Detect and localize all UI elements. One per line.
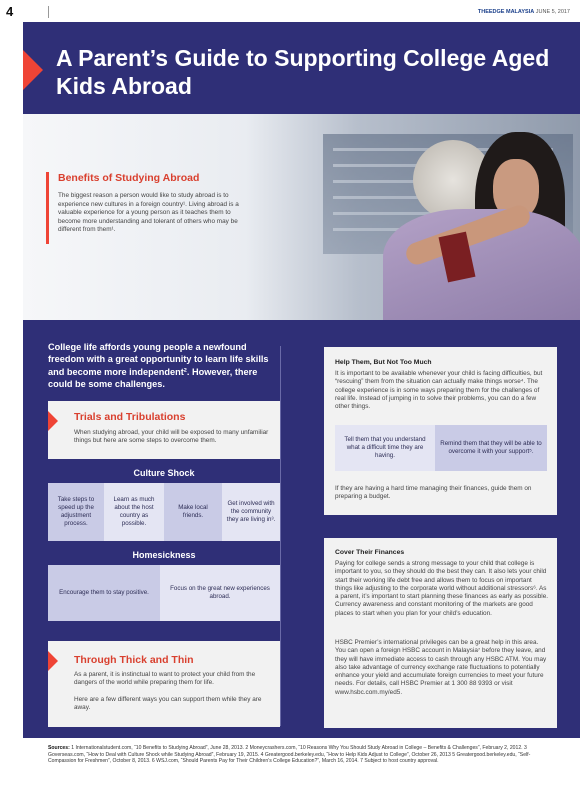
trials-card [48, 401, 280, 459]
culture-step-2: Learn as much about the host country as possible. [104, 483, 164, 541]
benefits-body: The biggest reason a person would like to study abroad is to experience new cultures in a foreign country¹. Living abroad is a valuable experience for a young person as it teaches them to become more understanding and tolerant of others who may be different from them¹. [58, 192, 239, 234]
column-divider [280, 346, 281, 726]
finances-card [324, 538, 557, 728]
culture-step-4: Get involved with the community they are living in³. [222, 483, 280, 541]
page-number: 4 [6, 4, 14, 19]
thick-thin-card [48, 641, 280, 727]
sources-label: Sources: [48, 745, 70, 751]
help-them-body: It is important to be available whenever your child is facing difficulties, but “rescuing” them from the situation can actually make things worse⁴. The college experience is in some ways preparing them for the challenges of real life. Instead of jumping in to solve their problems, you can do a few other things. [335, 370, 543, 411]
sources-text: 1 Internationalstudent.com, “10 Benefits to Studying Abroad”, June 28, 2013. 2 Moneycrashers.com, “10 Reasons Why You Should Study Abroad in College – Benefits & Challenges”, February 2, 2012. 3 Goverseas.com, “How to Deal with Culture Shock while Studying Abroad”, February 19, 2015. 4 Greatergood.berkeley.edu, “How to Help Kids Adjust to College”, October 26, 2013 5 Greatergood.berkeley.edu, “Self-Compassion for Freshmen”, October 8, 2013. 6 WSJ.com, “Should Parents Pay for Their Children’s College Education?”, March 16, 2014. 7 Subject to host country approval. [48, 745, 531, 765]
help-step-2: Remind them that they will be able to overcome it with your support⁵. [435, 425, 547, 471]
thick-thin-body-2: Here are a few different ways you can support them while they are away. [74, 696, 262, 712]
thick-thin-heading: Through Thick and Thin [74, 654, 194, 666]
culture-shock-flow [48, 483, 280, 541]
benefits-section [58, 172, 248, 235]
culture-step-1: Take steps to speed up the adjustment process. [48, 483, 104, 541]
help-them-card [324, 347, 557, 515]
finances-body-1: Paying for college sends a strong message to your child that college is important to you, so they should do the best they can. It also lets your child start their working life debt free and allows them to focus on important things like adjusting to the corporate world without additional stressors⁶. As a parent, it’s important to start planning these finances as early as possible. Currency awareness and constant monitoring of the markets are good places to start when you plan for your child’s education. [335, 560, 549, 617]
help-step-1: Tell them that you understand what a difficult time they are having. [335, 425, 435, 471]
culture-shock-heading: Culture Shock [133, 468, 195, 478]
masthead-brand: THEEDGE MALAYSIA [477, 9, 535, 15]
header-arrow-icon [23, 50, 43, 90]
homesickness-flow [48, 565, 280, 621]
page-number-divider [48, 6, 49, 18]
benefits-accent-bar [46, 172, 49, 244]
benefits-heading: Benefits of Studying Abroad [58, 172, 200, 184]
culture-step-3: Make local friends. [164, 483, 222, 541]
homesickness-heading: Homesickness [132, 550, 196, 560]
masthead-date: JUNE 5, 2017 [535, 9, 570, 15]
homesick-step-1: Encourage them to stay positive. [48, 565, 160, 621]
finances-heading: Cover Their Finances [335, 549, 405, 556]
thick-thin-body-1: As a parent, it is instinctual to want to protect your child from the dangers of the world while preparing them for life. [74, 671, 256, 687]
thick-thin-arrow-icon [48, 651, 58, 671]
trials-heading: Trials and Tribulations [74, 411, 186, 423]
header-banner [23, 22, 580, 114]
page-title: A Parent’s Guide to Supporting College Aged Kids Abroad [56, 45, 550, 99]
intro-text: College life affords young people a newfound freedom with a great opportunity to learn life skills and become more independent². However, there could be some challenges. [48, 342, 269, 389]
top-bar [0, 0, 580, 22]
trials-body: When studying abroad, your child will be exposed to many unfamiliar things but here are some steps to overcome them. [74, 429, 269, 445]
trials-arrow-icon [48, 411, 58, 431]
masthead [478, 9, 570, 15]
help-them-footer: If they are having a hard time managing their finances, guide them on preparing a budget. [335, 485, 532, 501]
help-them-heading: Help Them, But Not Too Much [335, 359, 432, 366]
sources-footnote [48, 745, 558, 765]
finances-body-2: HSBC Premier’s international privileges can be a great help in this area. You can open a foreign HSBC account in Malaysia⁷ before they leave, and they will have immediate access to cash through any HSBC ATM. You may also take advantage of currency exchange rate fluctuations to potentially enhance your yield and accumulate foreign currencies to meet your future needs. For details, call HSBC Premier at 1 300 88 9393 or visit www.hsbc.com.my/ed5. [335, 639, 547, 696]
homesick-step-2: Focus on the great new experiences abroad. [160, 565, 280, 621]
help-them-flow [335, 425, 547, 471]
